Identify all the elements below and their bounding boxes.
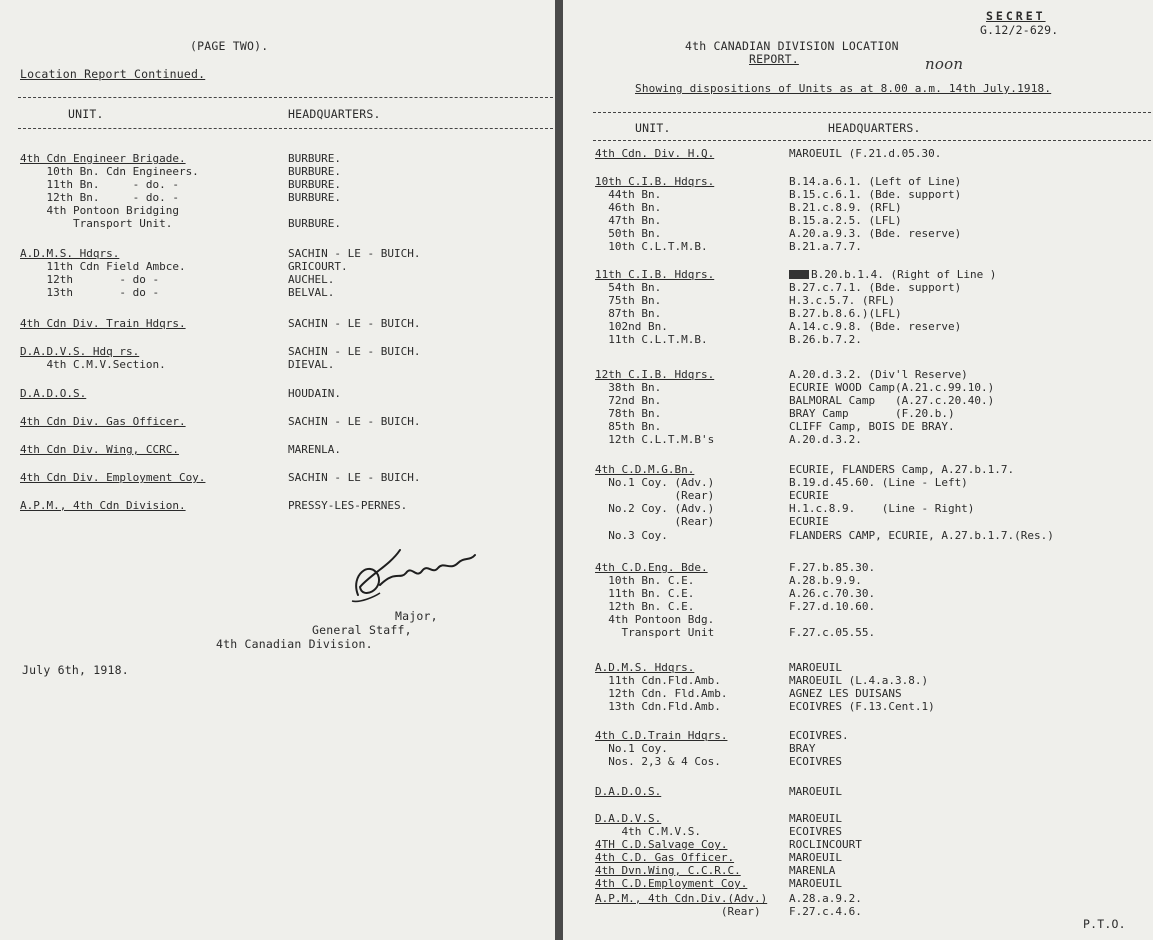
col-hq-header: HEADQUARTERS. <box>828 121 921 135</box>
table-row-unit: 38th Bn. <box>595 381 662 394</box>
handwritten-correction: noon <box>925 55 964 73</box>
table-row-hq: MAROEUIL (F.21.d.05.30. <box>789 147 942 160</box>
table-row-hq: SACHIN - LE - BUICH. <box>288 471 421 484</box>
table-row-hq: MAROEUIL (L.4.a.3.8.) <box>789 674 929 687</box>
table-row-unit: 44th Bn. <box>595 188 662 201</box>
table-row-unit: Nos. 2,3 & 4 Cos. <box>595 755 721 768</box>
left-page <box>0 0 555 940</box>
table-row-hq: BURBURE. <box>288 165 341 178</box>
table-row-hq: BALMORAL Camp (A.27.c.20.40.) <box>789 394 995 407</box>
table-row-unit: 102nd Bn. <box>595 320 668 333</box>
table-row-unit: 4th C.D.M.G.Bn. <box>595 463 695 476</box>
table-row-hq: MAROEUIL <box>789 877 842 890</box>
table-row-unit: 4th Cdn Div. Employment Coy. <box>20 471 206 484</box>
table-row-hq: B.15.c.6.1. (Bde. support) <box>789 188 962 201</box>
table-row-unit: 47th Bn. <box>595 214 662 227</box>
table-row-unit: 11th C.I.B. Hdqrs. <box>595 268 715 281</box>
table-row-hq: A.20.a.9.3. (Bde. reserve) <box>789 227 962 240</box>
col-hq-header: HEADQUARTERS. <box>288 107 381 121</box>
signature-scrawl <box>340 535 480 610</box>
table-row-unit: 4th Cdn. Div. H.Q. <box>595 147 715 160</box>
table-row-unit: Transport Unit <box>595 626 715 639</box>
table-row-hq: B.27.c.7.1. (Bde. support) <box>789 281 962 294</box>
table-row-hq: B.21.a.7.7. <box>789 240 862 253</box>
table-row-hq: FLANDERS CAMP, ECURIE, A.27.b.1.7.(Res.) <box>789 529 1054 542</box>
table-row-unit: 72nd Bn. <box>595 394 662 407</box>
table-row-unit: Transport Unit. <box>20 217 173 230</box>
table-row-unit: 11th Cdn Field Ambce. <box>20 260 186 273</box>
table-row-hq: ECURIE <box>789 515 829 528</box>
report-subtitle: REPORT. <box>749 52 799 66</box>
table-row-unit: 50th Bn. <box>595 227 662 240</box>
divider <box>18 97 553 98</box>
table-row-hq: MARENLA <box>789 864 836 877</box>
table-row-unit: 11th Bn. - do. - <box>20 178 179 191</box>
table-row-unit: 4th Cdn Div. Wing, CCRC. <box>20 443 179 456</box>
table-row-unit: 4th C.D.Eng. Bde. <box>595 561 708 574</box>
divider <box>18 128 553 129</box>
right-page <box>563 0 1153 940</box>
table-row-unit: (Rear) <box>595 905 761 918</box>
table-row-hq: H.3.c.5.7. (RFL) <box>789 294 895 307</box>
table-row-hq: CLIFF Camp, BOIS DE BRAY. <box>789 420 955 433</box>
table-row-hq: GRICOURT. <box>288 260 348 273</box>
table-row-unit: 87th Bn. <box>595 307 662 320</box>
table-row-hq: ECURIE, FLANDERS Camp, A.27.b.1.7. <box>789 463 1015 476</box>
table-row-unit: 11th Cdn.Fld.Amb. <box>595 674 721 687</box>
table-row-hq: ECURIE <box>789 489 829 502</box>
page-turn-note: P.T.O. <box>1083 917 1126 931</box>
table-row-unit: 54th Bn. <box>595 281 662 294</box>
table-row-unit: A.D.M.S. Hdqrs. <box>20 247 120 260</box>
table-row-unit: 12th Bn. - do. - <box>20 191 179 204</box>
table-row-hq: BURBURE. <box>288 152 341 165</box>
table-row-hq: A.14.c.9.8. (Bde. reserve) <box>789 320 962 333</box>
table-row-hq: ECURIE WOOD Camp(A.21.c.99.10.) <box>789 381 995 394</box>
table-row-hq: BRAY Camp (F.20.b.) <box>789 407 955 420</box>
signature-rank: Major, <box>395 609 438 623</box>
table-row-hq: BURBURE. <box>288 178 341 191</box>
table-row-hq: B.21.c.8.9. (RFL) <box>789 201 902 214</box>
report-title: 4th CANADIAN DIVISION LOCATION <box>685 39 899 53</box>
table-row-unit: 13th - do - <box>20 286 160 299</box>
table-row-unit: 10th C.L.T.M.B. <box>595 240 708 253</box>
page-gutter <box>555 0 563 940</box>
table-row-hq: F.27.b.85.30. <box>789 561 876 574</box>
table-row-unit: 10th C.I.B. Hdqrs. <box>595 175 715 188</box>
table-row-hq: A.28.a.9.2. <box>789 892 862 905</box>
table-row-hq: B.26.b.7.2. <box>789 333 862 346</box>
report-title: Location Report Continued. <box>20 67 206 81</box>
table-row-unit: (Rear) <box>595 489 715 502</box>
table-row-hq: F.27.c.4.6. <box>789 905 862 918</box>
table-row-unit: A.P.M., 4th Cdn Division. <box>20 499 186 512</box>
table-row-unit: No.1 Coy. <box>595 742 668 755</box>
col-unit-header: UNIT. <box>68 107 104 121</box>
table-row-unit: D.A.D.V.S. Hdq rs. <box>20 345 140 358</box>
table-row-hq: F.27.d.10.60. <box>789 600 876 613</box>
table-row-hq: B.14.a.6.1. (Left of Line) <box>789 175 962 188</box>
table-row-unit: 10th Bn. C.E. <box>595 574 695 587</box>
table-row-unit: (Rear) <box>595 515 715 528</box>
table-row-hq: A.20.d.3.2. (Div'l Reserve) <box>789 368 968 381</box>
table-row-hq: ROCLINCOURT <box>789 838 862 851</box>
table-row-hq: BELVAL. <box>288 286 335 299</box>
table-row-hq: ECOIVRES (F.13.Cent.1) <box>789 700 935 713</box>
table-row-hq: SACHIN - LE - BUICH. <box>288 345 421 358</box>
table-row-hq: ECOIVRES <box>789 825 842 838</box>
table-row-unit: 4th C.M.V.Section. <box>20 358 166 371</box>
table-row-hq: B.15.a.2.5. (LFL) <box>789 214 902 227</box>
table-row-unit: 4th Cdn Div. Train Hdqrs. <box>20 317 186 330</box>
table-row-hq: DIEVAL. <box>288 358 335 371</box>
table-row-unit: No.2 Coy. (Adv.) <box>595 502 715 515</box>
table-row-hq: B.19.d.45.60. (Line - Left) <box>789 476 968 489</box>
table-row-unit: D.A.D.V.S. <box>595 812 662 825</box>
table-row-unit: 12th - do - <box>20 273 160 286</box>
table-row-hq: ECOIVRES. <box>789 729 849 742</box>
table-row-unit: 10th Bn. Cdn Engineers. <box>20 165 199 178</box>
table-row-unit: No.1 Coy. (Adv.) <box>595 476 715 489</box>
reference-number: G.12/2-629. <box>980 23 1059 37</box>
table-row-unit: 4th C.D. Gas Officer. <box>595 851 735 864</box>
table-row-unit: 11th C.L.T.M.B. <box>595 333 708 346</box>
table-row-hq: BURBURE. <box>288 191 341 204</box>
table-row-hq: H.1.c.8.9. (Line - Right) <box>789 502 975 515</box>
table-row-hq: B.27.b.8.6.)(LFL) <box>789 307 902 320</box>
table-row-unit: 4th Cdn Engineer Brigade. <box>20 152 186 165</box>
table-row-unit: 4th Cdn Div. Gas Officer. <box>20 415 186 428</box>
table-row-unit: 12th C.L.T.M.B's <box>595 433 715 446</box>
table-row-unit: D.A.D.O.S. <box>20 387 87 400</box>
table-row-hq: ECOIVRES <box>789 755 842 768</box>
table-row-hq: HOUDAIN. <box>288 387 341 400</box>
table-row-unit: 4th C.D.Employment Coy. <box>595 877 748 890</box>
table-row-unit: 4th Pontoon Bridging <box>20 204 179 217</box>
signature-staff: General Staff, <box>312 623 412 637</box>
table-row-unit: 4th C.D.Train Hdqrs. <box>595 729 728 742</box>
table-row-unit: A.D.M.S. Hdqrs. <box>595 661 695 674</box>
table-row-unit: 11th Bn. C.E. <box>595 587 695 600</box>
table-row-hq: MAROEUIL <box>789 785 842 798</box>
table-row-unit: 46th Bn. <box>595 201 662 214</box>
table-row-unit: 78th Bn. <box>595 407 662 420</box>
table-row-unit: 12th Bn. C.E. <box>595 600 695 613</box>
table-row-unit: 4th Pontoon Bdg. <box>595 613 715 626</box>
col-unit-header: UNIT. <box>635 121 671 135</box>
table-row-hq: MAROEUIL <box>789 661 842 674</box>
table-row-unit: 75th Bn. <box>595 294 662 307</box>
table-row-hq: SACHIN - LE - BUICH. <box>288 317 421 330</box>
signature-division: 4th Canadian Division. <box>216 637 373 651</box>
page-title: (PAGE TWO). <box>190 39 269 53</box>
table-row-hq: MARENLA. <box>288 443 341 456</box>
dispositions-line: Showing dispositions of Units as at 8.00 a.m. 14th July.1918. <box>635 82 1052 95</box>
table-row-unit: 4th C.M.V.S. <box>595 825 701 838</box>
divider <box>593 140 1151 141</box>
table-row-unit: 12th Cdn. Fld.Amb. <box>595 687 728 700</box>
divider <box>593 112 1151 113</box>
table-row-hq: PRESSY-LES-PERNES. <box>288 499 408 512</box>
table-row-hq: B.20.b.1.4. (Right of Line ) <box>811 268 997 281</box>
table-row-unit: 4TH C.D.Salvage Coy. <box>595 838 728 851</box>
table-row-hq: AGNEZ LES DUISANS <box>789 687 902 700</box>
table-row-hq: A.28.b.9.9. <box>789 574 862 587</box>
secret-stamp: SECRET <box>986 9 1046 23</box>
table-row-unit: 85th Bn. <box>595 420 662 433</box>
table-row-unit: 4th Dvn.Wing, C.C.R.C. <box>595 864 741 877</box>
table-row-hq: F.27.c.05.55. <box>789 626 876 639</box>
redaction-mark <box>789 270 809 279</box>
document-date: July 6th, 1918. <box>22 663 129 677</box>
table-row-hq: AUCHEL. <box>288 273 335 286</box>
table-row-hq: A.26.c.70.30. <box>789 587 876 600</box>
table-row-unit: 12th C.I.B. Hdqrs. <box>595 368 715 381</box>
table-row-hq: SACHIN - LE - BUICH. <box>288 415 421 428</box>
table-row-hq: SACHIN - LE - BUICH. <box>288 247 421 260</box>
table-row-hq: BRAY <box>789 742 816 755</box>
table-row-unit: D.A.D.O.S. <box>595 785 662 798</box>
table-row-hq: MAROEUIL <box>789 851 842 864</box>
table-row-unit: A.P.M., 4th Cdn.Div.(Adv.) <box>595 892 768 905</box>
table-row-unit: 13th Cdn.Fld.Amb. <box>595 700 721 713</box>
table-row-hq: A.20.d.3.2. <box>789 433 862 446</box>
table-row-hq: BURBURE. <box>288 217 341 230</box>
table-row-hq: MAROEUIL <box>789 812 842 825</box>
table-row-unit: No.3 Coy. <box>595 529 668 542</box>
